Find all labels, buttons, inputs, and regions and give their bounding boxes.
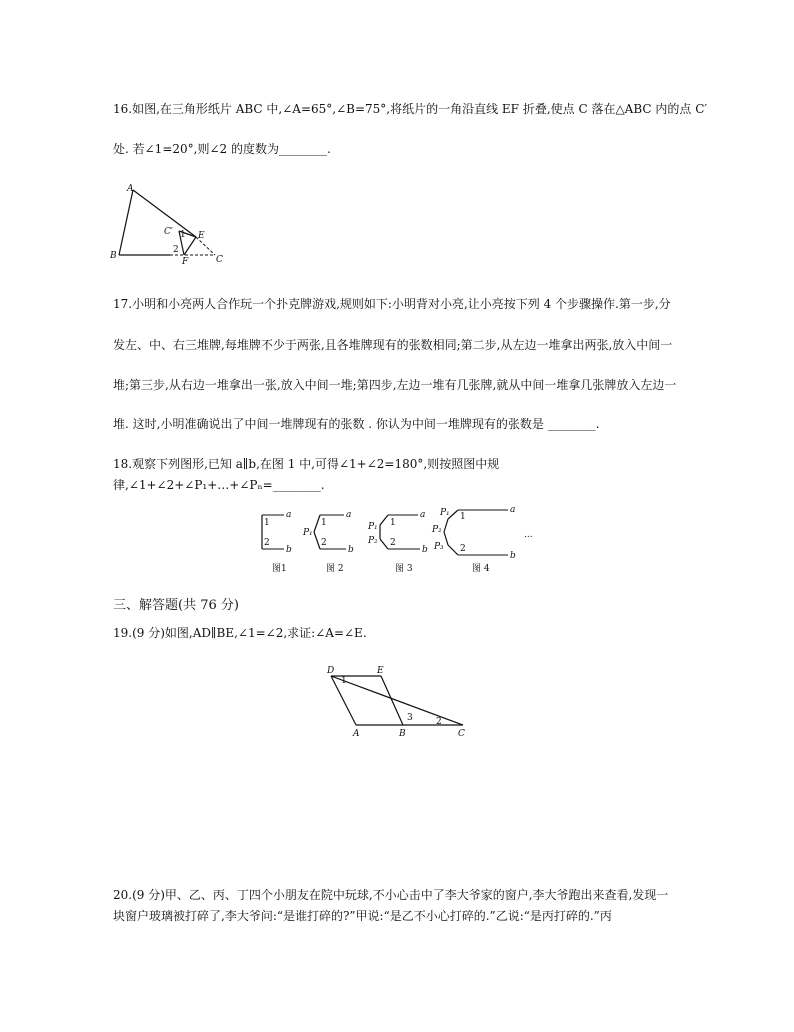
q18-fig3-p2: P₂ <box>368 536 378 546</box>
q18-fig4-b: b <box>510 551 516 561</box>
q18-fig4-angle1: 1 <box>460 512 466 522</box>
q18-caption-4: 图 4 <box>472 564 490 574</box>
q16-label-c-prime: C′ <box>164 227 173 237</box>
q18-fig4-p3: P₃ <box>434 542 444 552</box>
q18-fig3-p1: P₁ <box>368 522 378 532</box>
q18-figure-3 <box>367 510 428 574</box>
q19-label-c: C <box>458 729 465 739</box>
q19-text: 19.(9 分)如图,AD∥BE,∠1=∠2,求证:∠A=∠E. <box>113 626 367 640</box>
q18-fig2-b: b <box>348 545 354 555</box>
q18-fig1-a: a <box>286 510 292 520</box>
q19-angle-2: 2 <box>436 717 442 727</box>
q16-label-a: A <box>127 184 134 194</box>
q18-figure-1 <box>262 510 292 574</box>
q18-figure-4 <box>431 505 516 574</box>
q18-caption-2: 图 2 <box>326 564 344 574</box>
q18-fig4-p2: P₂ <box>432 525 442 535</box>
q18-fig2-a: a <box>346 510 352 520</box>
q19-figure <box>318 662 478 742</box>
q18-fig3-a: a <box>420 510 426 520</box>
q18-fig1-angle2: 2 <box>264 538 270 548</box>
q18-fig2-p1: P₁ <box>303 528 313 538</box>
q19-label-a: A <box>353 729 360 739</box>
q19-angle-1: 1 <box>341 676 347 686</box>
q16-label-e: E <box>198 231 205 241</box>
q18-figures <box>250 505 550 575</box>
q19-label-b: B <box>399 729 406 739</box>
q16-angle-2: 2 <box>173 245 179 255</box>
q16-label-f: F <box>182 257 189 267</box>
q18-fig4-a: a <box>510 505 516 515</box>
q18-fig3-b: b <box>422 545 428 555</box>
q16-label-c: C <box>216 255 223 265</box>
q16-figure <box>105 180 235 270</box>
q18-line-2: 律,∠1+∠2+∠P₁+…+∠Pₙ=________. <box>113 478 325 492</box>
q17-line-2: 发左、中、右三堆牌,每堆牌不少于两张,且各堆牌现有的张数相同;第二步,从左边一堆拿出两张,放入中间一 <box>113 338 673 352</box>
q20-line-2: 块窗户玻璃被打碎了,李大爷问:“是谁打碎的?”甲说:“是乙不小心打碎的.”乙说:“是丙打碎的.”丙 <box>113 909 612 923</box>
q18-caption-1: 图1 <box>272 564 287 574</box>
q17-line-3: 堆;第三步,从右边一堆拿出一张,放入中间一堆;第四步,左边一堆有几张牌,就从中间一堆拿几张牌放入左边一 <box>113 378 677 392</box>
q18-figure-2 <box>302 510 354 574</box>
q19-angle-3: 3 <box>407 713 413 723</box>
q16-line-1: 16.如图,在三角形纸片 ABC 中,∠A=65°,∠B=75°,将纸片的一角沿直线 EF 折叠,使点 C 落在△ABC 内的点 C′ <box>113 102 708 116</box>
q17-line-4: 堆. 这时,小明准确说出了中间一堆牌现有的张数 . 你认为中间一堆牌现有的张数是 ________. <box>113 417 600 431</box>
q18-line-1: 18.观察下列图形,已知 a∥b,在图 1 中,可得∠1+∠2=180°,则按照图中规 <box>113 457 500 471</box>
q18-fig3-angle1: 1 <box>390 518 396 528</box>
q20-line-1: 20.(9 分)甲、乙、丙、丁四个小朋友在院中玩球,不小心击中了李大爷家的窗户,李大爷跑出来查看,发现一 <box>113 888 669 902</box>
q18-fig1-b: b <box>286 545 292 555</box>
q18-fig2-angle1: 1 <box>321 518 327 528</box>
q16-label-b: B <box>110 251 117 261</box>
q19-label-e: E <box>377 666 384 676</box>
q18-fig2-angle2: 2 <box>321 538 327 548</box>
q17-line-1: 17.小明和小亮两人合作玩一个扑克牌游戏,规则如下:小明背对小亮,让小亮按下列 4 个步骤操作.第一步,分 <box>113 297 671 311</box>
section-title: 三、解答题(共 76 分) <box>113 598 239 613</box>
q16-line-2: 处. 若∠1=20°,则∠2 的度数为________. <box>113 142 331 156</box>
q18-fig4-angle2: 2 <box>460 544 466 554</box>
q18-fig1-angle1: 1 <box>264 518 270 528</box>
q16-angle-1: 1 <box>180 230 186 240</box>
q18-fig3-angle2: 2 <box>390 538 396 548</box>
q19-label-d: D <box>327 666 335 676</box>
q18-fig4-p1: P₁ <box>440 508 450 518</box>
q18-ellipsis: ... <box>524 530 533 540</box>
q18-caption-3: 图 3 <box>395 564 413 574</box>
